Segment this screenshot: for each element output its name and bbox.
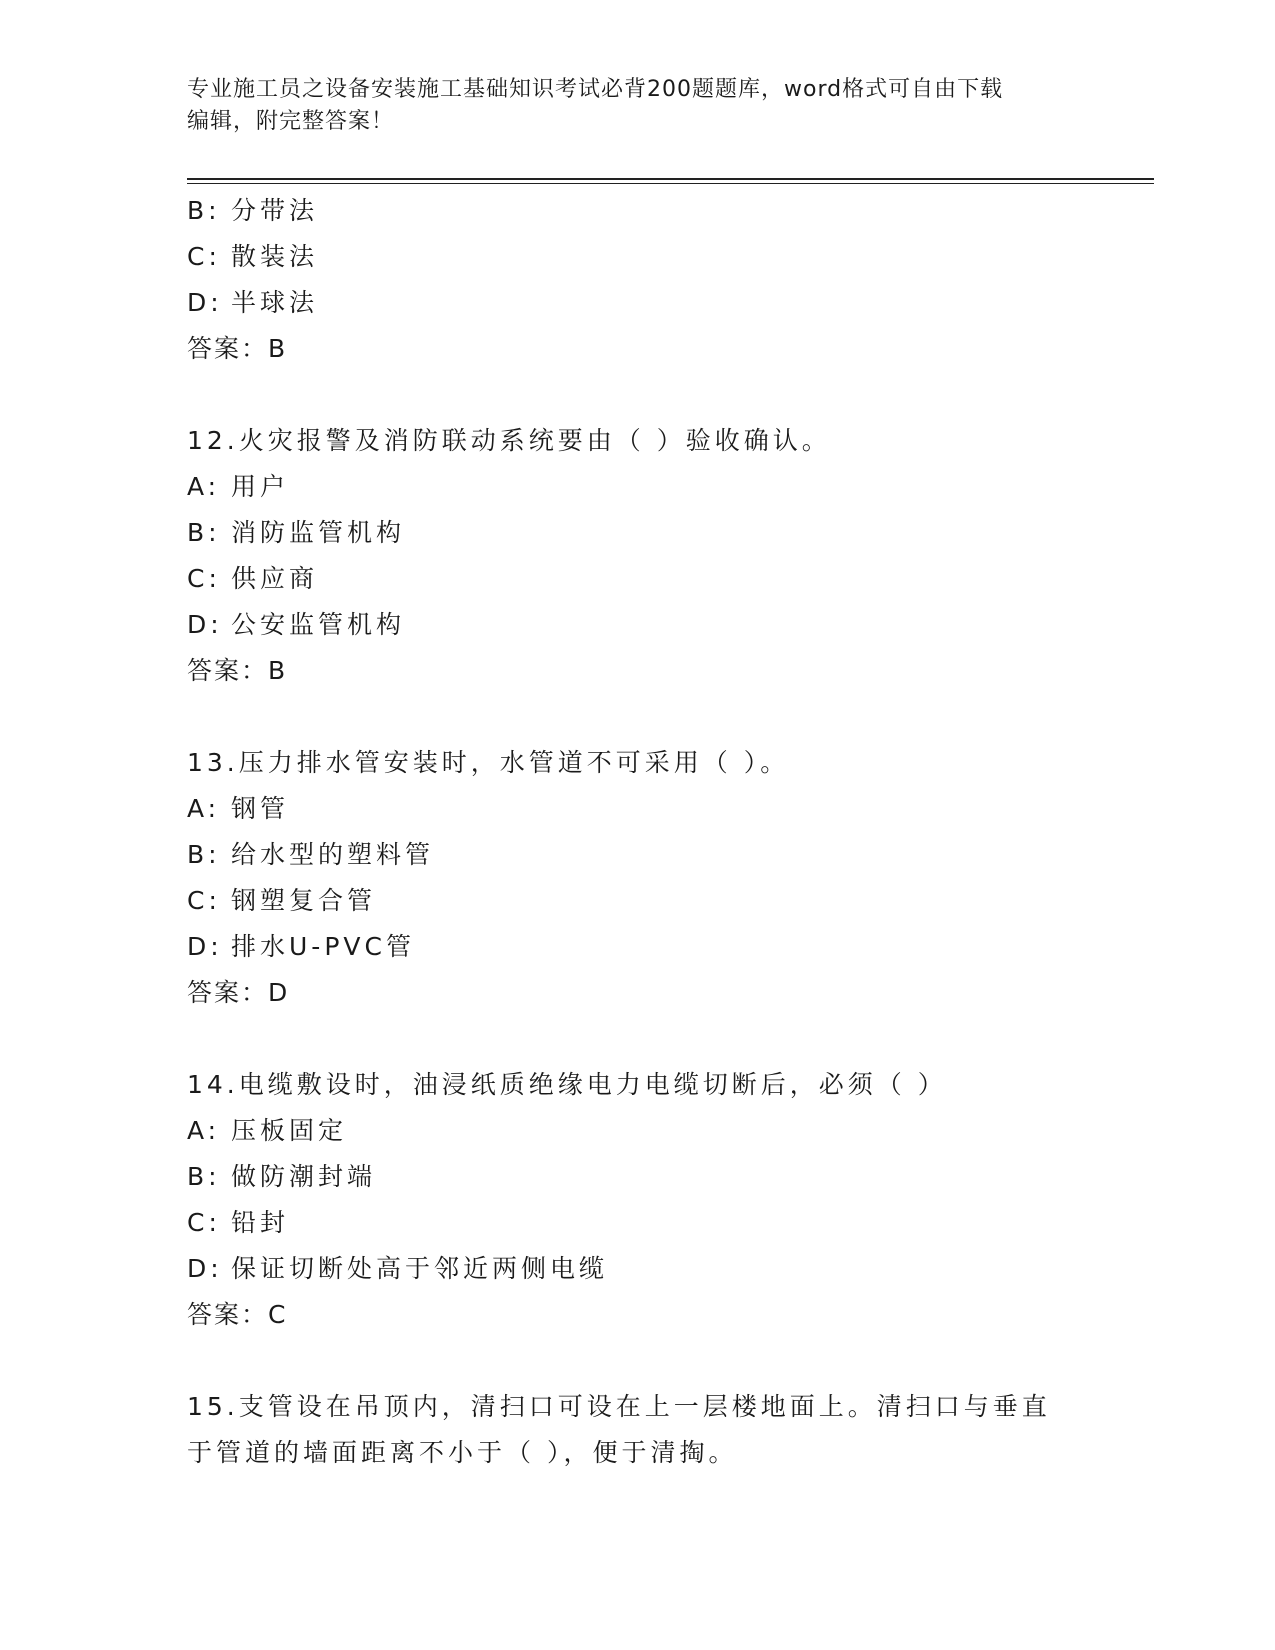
question-text: 14.电缆敷设时，油浸纸质绝缘电力电缆切断后，必须（ ） (187, 1070, 947, 1099)
option-c: C: 供应商 (187, 564, 319, 593)
question-text: 12.火灾报警及消防联动系统要由（ ）验收确认。 (187, 426, 831, 455)
option-a: A: 钢管 (187, 794, 290, 823)
question-text: 15.支管设在吊顶内，清扫口可设在上一层楼地面上。清扫口与垂直于管道的墙面距离不小于（ ），便于清掏。 (187, 1392, 1051, 1467)
question-13 (187, 740, 1087, 1016)
question-14 (187, 1062, 1087, 1338)
option-c: C: 散装法 (187, 242, 319, 271)
answer-line: 答案：D (187, 978, 290, 1007)
option-d: D: 半球法 (187, 288, 319, 317)
option-a: A: 压板固定 (187, 1116, 348, 1145)
option-a: A: 用户 (187, 472, 290, 501)
header-divider (187, 178, 1154, 180)
answer-line: 答案：B (187, 656, 288, 685)
question-12 (187, 418, 1087, 694)
question-text: 13.压力排水管安装时，水管道不可采用（ ）。 (187, 748, 790, 777)
header-divider-thin (187, 183, 1154, 184)
document-title (187, 74, 1087, 138)
option-d: D: 排水U-PVC管 (187, 932, 415, 961)
title-line-1: 专业施工员之设备安装施工基础知识考试必背200题题库，word格式可自由下载 (187, 77, 1004, 102)
title-line-2: 编辑，附完整答案！ (187, 109, 395, 134)
answer-line: 答案：B (187, 334, 288, 363)
answer-line: 答案：C (187, 1300, 288, 1329)
option-b: B: 给水型的塑料管 (187, 840, 435, 869)
question-list (187, 188, 1087, 1476)
option-b: B: 做防潮封端 (187, 1162, 377, 1191)
option-d: D: 公安监管机构 (187, 610, 406, 639)
option-d: D: 保证切断处高于邻近两侧电缆 (187, 1254, 609, 1283)
option-c: C: 钢塑复合管 (187, 886, 377, 915)
prev-question-block (187, 188, 1087, 372)
option-b: B: 分带法 (187, 196, 319, 225)
option-b: B: 消防监管机构 (187, 518, 406, 547)
option-c: C: 铅封 (187, 1208, 290, 1237)
question-15 (187, 1384, 1087, 1476)
